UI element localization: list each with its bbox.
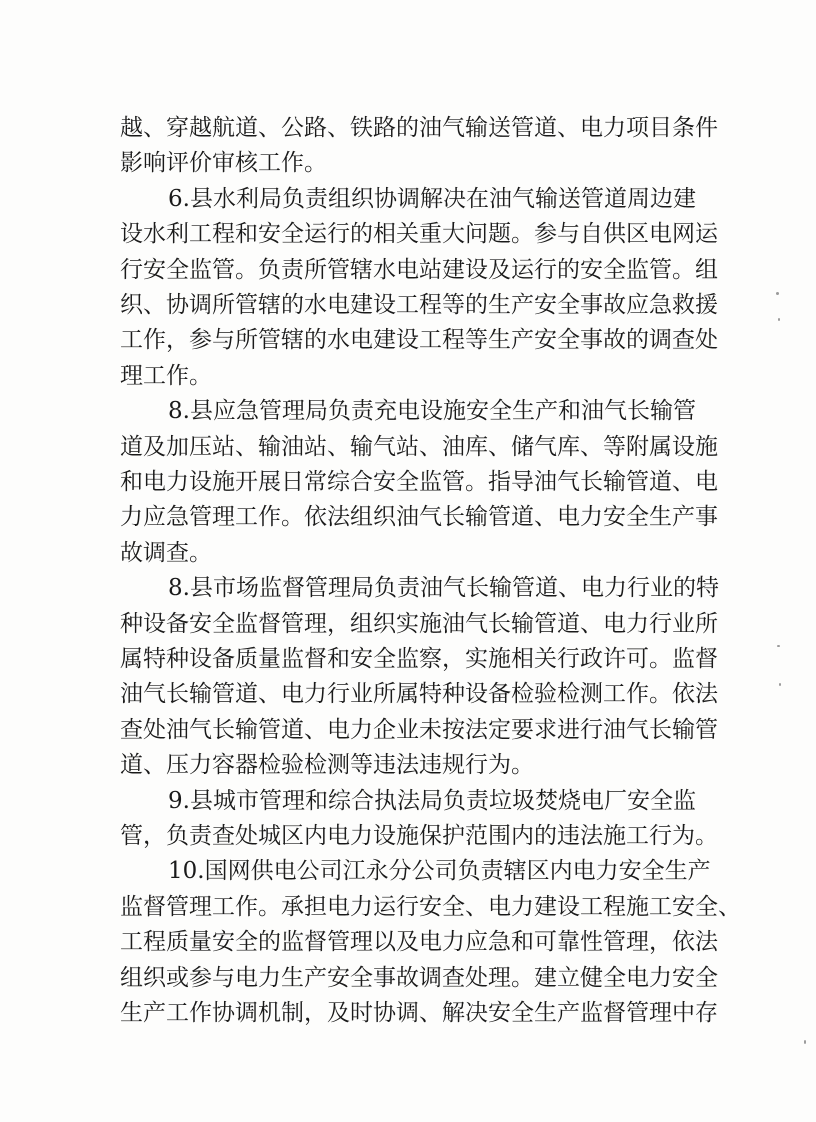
text-line: 生产工作协调机制，及时协调、解决安全生产监督管理中存	[120, 1000, 718, 1026]
text-line: 8.县市场监督管理局负责油气长输管道、电力行业的特	[168, 575, 719, 601]
text-line: 道及加压站、输油站、输气站、油库、储气库、等附属设施	[120, 434, 718, 460]
text-line: 9.县城市管理和综合执法局负责垃圾焚烧电厂安全监	[168, 788, 696, 814]
text-line: 行安全监管。负责所管辖水电站建设及运行的安全监管。组	[120, 257, 718, 283]
text-line: 6.县水利局负责组织协调解决在油气输送管道周边建	[168, 186, 696, 212]
text-line: 查处油气长输管道、电力企业未按法定要求进行油气长输管	[120, 717, 718, 743]
text-line: 理工作。	[120, 363, 212, 389]
text-line: 工作，参与所管辖的水电建设工程等生产安全事故的调查处	[120, 327, 718, 353]
scan-speck	[804, 1040, 806, 1044]
text-line: 监督管理工作。承担电力运行安全、电力建设工程施工安全、	[120, 894, 741, 920]
text-line: 组织或参与电力生产安全事故调查处理。建立健全电力安全	[120, 965, 718, 991]
text-line: 属特种设备质量监督和安全监察，实施相关行政许可。监督	[120, 646, 718, 672]
text-line: 种设备安全监督管理，组织实施油气长输管道、电力行业所	[120, 611, 718, 637]
text-line: 力应急管理工作。依法组织油气长输管道、电力安全生产事	[120, 504, 718, 530]
text-line: 道、压力容器检验检测等违法违规行为。	[120, 752, 534, 778]
text-line: 管，负责查处城区内电力设施保护范围内的违法施工行为。	[120, 823, 718, 849]
text-line: 影响评价审核工作。	[120, 150, 327, 176]
text-line: 故调查。	[120, 540, 212, 566]
scan-speck	[778, 318, 780, 321]
text-line: 越、穿越航道、公路、铁路的油气输送管道、电力项目条件	[120, 115, 718, 141]
text-line: 和电力设施开展日常综合安全监管。指导油气长输管道、电	[120, 469, 718, 495]
scan-speck	[777, 645, 780, 647]
text-line: 8.县应急管理局负责充电设施安全生产和油气长输管	[168, 398, 696, 424]
scan-speck	[779, 683, 781, 686]
text-line: 10.国网供电公司江永分公司负责辖区内电力安全生产	[168, 858, 711, 884]
text-line: 设水利工程和安全运行的相关重大问题。参与自供区电网运	[120, 221, 718, 247]
text-line: 油气长输管道、电力行业所属特种设备检验检测工作。依法	[120, 681, 718, 707]
text-line: 织、协调所管辖的水电建设工程等的生产安全事故应急救援	[120, 292, 718, 318]
scan-speck	[776, 292, 779, 295]
text-line: 工程质量安全的监督管理以及电力应急和可靠性管理，依法	[120, 929, 718, 955]
